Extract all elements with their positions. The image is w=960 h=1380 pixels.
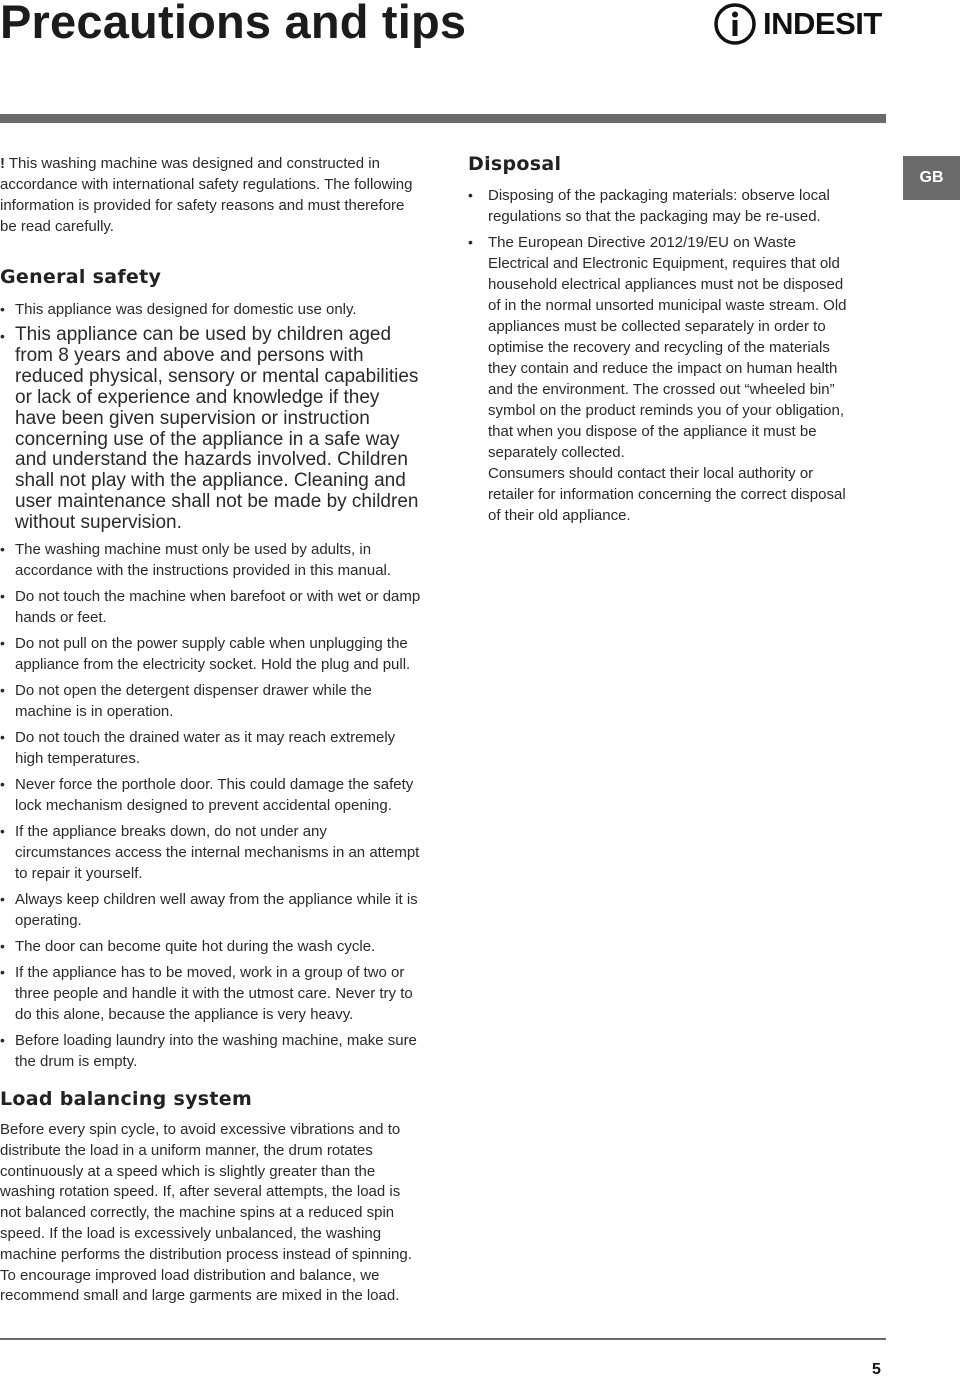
list-item: • The door can become quite hot during the wash cycle. (0, 936, 422, 957)
load-balancing-heading: Load balancing system (0, 1088, 253, 1111)
list-item: • Do not touch the machine when barefoot or with wet or damp hands or feet. (0, 586, 422, 628)
list-item: • The European Directive 2012/19/EU on Waste Electrical and Electronic Equipment, requires that old household electrical appliances must not be disposed of in the normal unsorted municipal waste stream. Old appliances must be collected separately in order to optimise the recovery and recycling of the materials they contain and reduce the impact on human health and the environment. The crossed out “wheeled bin” symbol on the product reminds you of your obligation, that when you dispose of the appliance it must be separately collected. Consumers should contact their local authority or retailer for information concerning the correct disposal of their old appliance. (468, 232, 858, 526)
disposal-list (468, 185, 858, 526)
general-safety-heading: General safety (0, 266, 162, 288)
right-column (468, 153, 858, 531)
brand-name: INDESIT (763, 6, 882, 41)
left-column (0, 153, 422, 1307)
list-item: • If the appliance has to be moved, work in a group of two or three people and handle it with the utmost care. Never try to do this alone, because the appliance is very heavy. (0, 962, 422, 1025)
language-tab: GB (903, 156, 960, 200)
list-item: • Never force the porthole door. This could damage the safety lock mechanism designed to prevent accidental opening. (0, 774, 422, 816)
footer-divider (0, 1338, 886, 1340)
list-item: • Before loading laundry into the washing machine, make sure the drum is empty. (0, 1030, 422, 1072)
list-item: • Do not pull on the power supply cable when unplugging the appliance from the electricity socket. Hold the plug and pull. (0, 633, 422, 675)
list-item: • If the appliance breaks down, do not under any circumstances access the internal mechanisms in an attempt to repair it yourself. (0, 821, 422, 884)
brand-logo (713, 2, 882, 46)
list-item: • This appliance can be used by children aged from 8 years and above and persons with reduced physical, sensory or mental capabilities or lack of experience and knowledge if they have been given supervision or instruction concerning use of the appliance in a safe way and understand the hazards involved. Children shall not play with the appliance. Cleaning and user maintenance shall not be made by children without supervision. (0, 325, 422, 534)
intro-text: This washing machine was designed and constructed in accordance with international safety regulations. The following information is provided for safety reasons and must therefore be read carefully. (0, 155, 413, 235)
general-safety-list (0, 299, 422, 1072)
list-item: • Do not touch the drained water as it may reach extremely high temperatures. (0, 727, 422, 769)
list-item: • This appliance was designed for domestic use only. (0, 299, 422, 320)
indesit-logo-icon (713, 2, 757, 46)
warning-mark: ! (0, 155, 5, 172)
list-item: • The washing machine must only be used by adults, in accordance with the instructions provided in this manual. (0, 539, 422, 581)
load-balancing-text: Before every spin cycle, to avoid excessive vibrations and to distribute the load in a uniform manner, the drum rotates continuously at a speed which is slightly greater than the washing rotation speed. If, after several attempts, the load is not balanced correctly, the machine spins at a reduced spin speed. If the load is excessively unbalanced, the washing machine performs the distribution process instead of spinning. To encourage improved load distribution and balance, we recommend small and large garments are mixed in the load. (0, 1121, 412, 1305)
list-item: • Always keep children well away from the appliance while it is operating. (0, 889, 422, 931)
intro-paragraph (0, 153, 422, 237)
page-title: Precautions and tips (0, 0, 467, 48)
page-number: 5 (872, 1361, 881, 1378)
header-divider (0, 114, 886, 123)
list-item: • Do not open the detergent dispenser drawer while the machine is in operation. (0, 680, 422, 722)
list-item: • Disposing of the packaging materials: observe local regulations so that the packaging may be re-used. (468, 185, 858, 227)
disposal-heading: Disposal (468, 153, 562, 175)
